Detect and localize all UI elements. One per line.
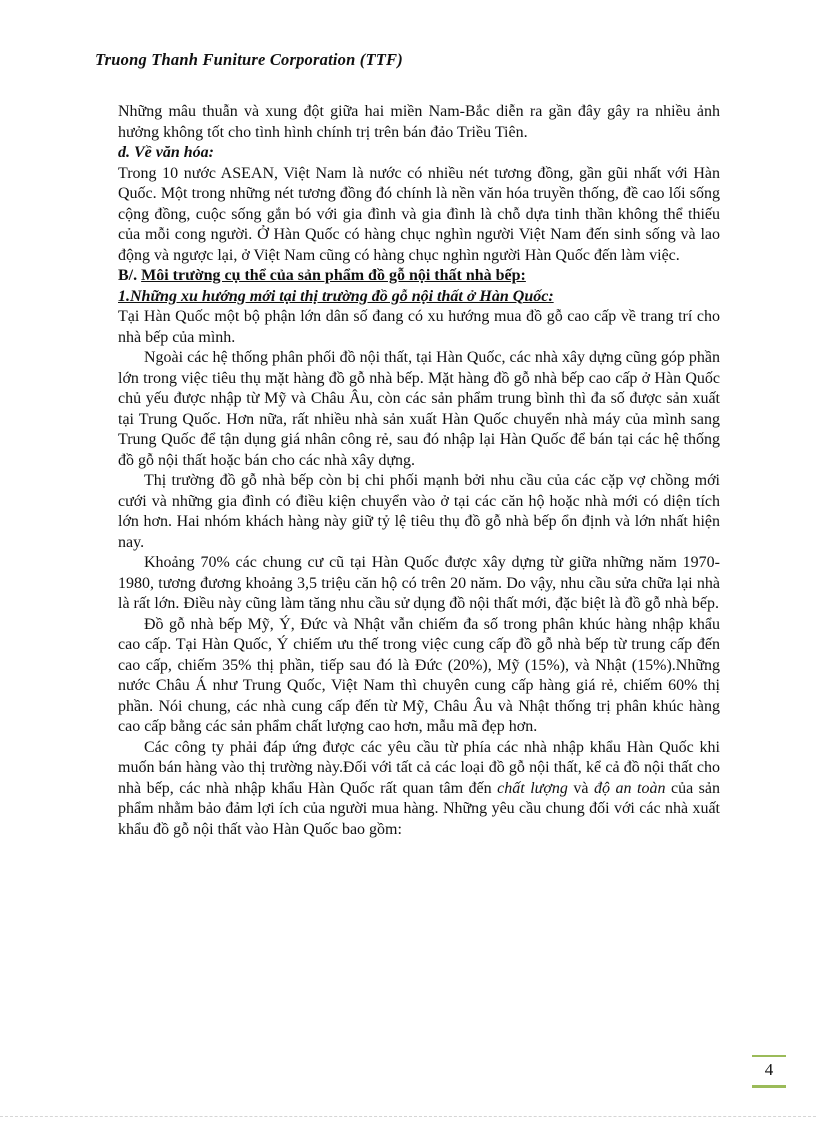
section-b-heading <box>118 266 720 287</box>
trends-p6-part-b: và <box>567 779 595 797</box>
trends-paragraph-5: Đồ gỗ nhà bếp Mỹ, Ý, Đức và Nhật vẫn chiếm đa số trong phân khúc hàng nhập khẩu cao cấp. Tại Hàn Quốc, Ý chiếm ưu thế trong việc cung cấp đồ gỗ nhà bếp từ trung cấp đến cao cấp, chiếm 35% thị phần, tiếp sau đó là Đức (20%), Mỹ (15%), và Nhật (15%).Những nước Châu Á như Trung Quốc, Việt Nam thì chuyên cung cấp hàng giá rẻ, chiếm 60% thị phần. Nói chung, các nhà cung cấp đến từ Mỹ, Châu Âu và Nhật thống trị phân khúc hàng cao cấp bằng các sản phẩm chất lượng cao hơn, mẫu mã đẹp hơn. <box>118 615 720 735</box>
page-bottom-border <box>0 1116 816 1117</box>
section-b-prefix: B/. <box>118 267 138 284</box>
document-body <box>118 102 720 840</box>
page-number-bottom-rule <box>752 1085 786 1088</box>
page-header-title: Truong Thanh Funiture Corporation (TTF) <box>95 50 403 69</box>
trends-paragraph-6 <box>118 738 720 841</box>
trends-p6-part-a: Các công ty phải đáp ứng được các yêu cầu từ phía các nhà nhập khẩu Hàn Quốc khi muốn bán hàng vào thị trường này.Đối với tất cả các loại đồ gỗ nội thất, kể cả đồ nội thất cho nhà bếp, các nhà nhập khẩu Hàn Quốc rất quan tâm đến <box>118 738 720 797</box>
culture-paragraph: Trong 10 nước ASEAN, Việt Nam là nước có nhiều nét tương đồng, gần gũi nhất với Hàn Quốc. Một trong những nét tương đồng đó chính là nền văn hóa truyền thống, đề cao lối sống cộng đồng, cuộc sống gắn bó với gia đình và gia đình là chỗ dựa tinh thần không thể thiếu của mỗi cong người. Ở Hàn Quốc có hàng chục nghìn người Việt Nam đến sinh sống và lao động và ngược lại, ở Việt Nam cũng có hàng chục nghìn người Hàn Quốc đến làm việc. <box>118 164 720 264</box>
trends-paragraph-4: Khoảng 70% các chung cư cũ tại Hàn Quốc được xây dựng từ giữa những năm 1970-1980, tương đương khoảng 3,5 triệu căn hộ có trên 20 năm. Do vậy, nhu cầu sửa chữa lại nhà là rất lớn. Điều này cũng làm tăng nhu cầu sử dụng đồ nội thất mới, đặc biệt là đồ gỗ nhà bếp. <box>118 554 720 612</box>
trends-heading: 1.Những xu hướng mới tại thị trường đồ gỗ nội thất ở Hàn Quốc: <box>118 287 554 305</box>
trends-p6-emphasis-safety: độ an toàn <box>594 779 666 797</box>
trends-p6-emphasis-quality: chất lượng <box>497 779 568 797</box>
culture-heading: d. Về văn hóa: <box>118 144 214 161</box>
trends-paragraph-3: Thị trường đồ gỗ nhà bếp còn bị chi phối mạnh bởi nhu cầu của các cặp vợ chồng mới cưới và những gia đình có điều kiện chuyển vào ở tại các căn hộ hoặc nhà mới có diện tích lớn hơn. Hai nhóm khách hàng này giữ tỷ lệ tiêu thụ đồ gỗ nhà bếp ổn định và lớn nhất hiện nay. <box>118 472 720 551</box>
trends-paragraph-1: Tại Hàn Quốc một bộ phận lớn dân số đang có xu hướng mua đồ gỗ cao cấp về trang trí cho nhà bếp của mình. <box>118 308 720 346</box>
trends-paragraph-2: Ngoài các hệ thống phân phối đồ nội thất, tại Hàn Quốc, các nhà xây dựng cũng góp phần lớn trong việc tiêu thụ mặt hàng đồ gỗ nhà bếp. Mặt hàng đồ gỗ nhà bếp cao cấp ở Hàn Quốc chủ yếu được nhập từ Mỹ và Châu Âu, còn các sản phẩm trung bình thì đa số được sản xuất tại Trung Quốc. Hơn nữa, rất nhiều nhà sản xuất Hàn Quốc chuyển nhà máy của mình sang Trung Quốc để tận dụng giá nhân công rẻ, sau đó nhập lại Hàn Quốc để bán tại các hệ thống đồ gỗ nội thất hoặc bán cho các nhà xây dựng. <box>118 349 720 469</box>
trends-p6-part-c: của sản phẩm nhằm bảo đảm lợi ích của người mua hàng. Những yêu cầu chung đối với các nhà xuất khẩu đồ gỗ nội thất vào Hàn Quốc bao gồm: <box>118 779 721 838</box>
section-b-title: Môi trường cụ thể của sản phẩm đồ gỗ nội thất nhà bếp: <box>141 267 526 284</box>
page-number: 4 <box>764 1060 774 1079</box>
page-number-top-rule <box>752 1055 786 1057</box>
intro-paragraph: Những mâu thuẫn và xung đột giữa hai miền Nam-Bắc diễn ra gần đây gây ra nhiều ảnh hưởng không tốt cho tình hình chính trị trên bán đảo Triều Tiên. <box>118 103 720 141</box>
